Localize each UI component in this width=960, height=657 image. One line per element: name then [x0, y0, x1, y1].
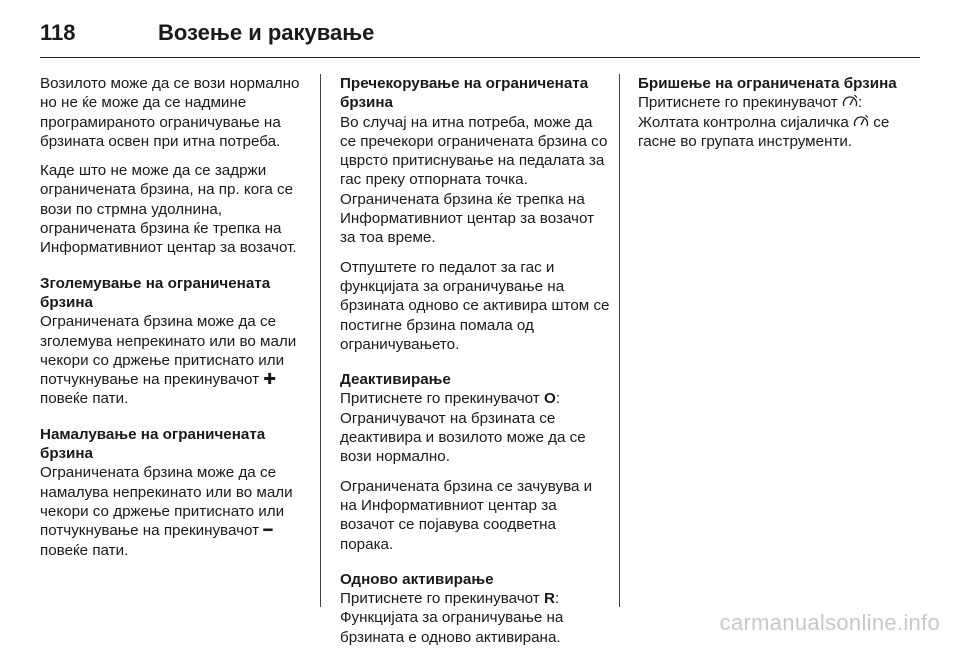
plus-icon: ✚	[263, 371, 276, 389]
delete-text-a: Притиснете го прекинувачот	[638, 94, 842, 112]
increase-text-a: Ограничената брзина може да се зголемува непрекинато или во мали чекори со држење притиснато или потчукнување на прекинувачот	[40, 313, 297, 389]
delete-heading: Бришење на ограничената брзина	[638, 75, 897, 92]
column-divider-1	[320, 74, 321, 607]
deactivate-text-b: : Ограничувачот на брзината се деактивира и возилото може да се вози нормално.	[340, 390, 586, 466]
increase-text-b: повеќе пати.	[40, 390, 129, 408]
column-3	[638, 74, 908, 161]
deactivate-heading: Деактивирање	[340, 371, 451, 389]
decrease-section	[40, 425, 310, 560]
exceed-section	[340, 74, 610, 248]
page-number: 118	[40, 20, 76, 45]
reactivate-text-b: : Функцијата за ограничување на брзината е одново активирана.	[340, 590, 564, 646]
column-2	[340, 74, 610, 657]
stored-limit-paragraph: Ограничената брзина се зачувува и на Информативниот центар за возачот се појавува соодветна порака.	[340, 477, 593, 553]
delete-text-c: се гасне во групата инструменти.	[638, 113, 890, 150]
release-paragraph: Отпуштете го педалот за гас и функцијата за ограничување на брзината одново се активира штом се постигне брзина помала од ограничувањето.	[340, 258, 610, 353]
delete-text-b: : Жолтата контролна сијаличка	[638, 94, 863, 131]
speed-limiter-icon	[853, 114, 869, 128]
resume-icon: R	[543, 590, 555, 608]
page-title: Возење и ракување	[158, 20, 375, 45]
watermark: carmanualsonline.info	[719, 610, 940, 635]
reactivate-heading: Одново активирање	[340, 570, 494, 588]
header-rule	[40, 57, 920, 58]
reactivate-text-a: Притиснете го прекинувачот	[340, 590, 544, 608]
decrease-text-b: повеќе пати.	[40, 541, 129, 559]
exceed-text: Во случај на итна потреба, може да се пречекори ограничената брзина со цврсто притиснување на педалата за гас преку отпорната точка. Ограничената брзина ќе трепка на Информативниот центар за возачот за тоа време.	[340, 113, 608, 247]
off-icon: O	[543, 390, 556, 408]
decrease-text-a: Ограничената брзина може да се намалува непрекинато или во мали чекори со држење притиснато или потчукнување на прекинувачот	[40, 464, 293, 540]
increase-heading: Зголемување на ограничената брзина	[40, 274, 271, 311]
increase-section	[40, 274, 310, 409]
page-header	[40, 14, 920, 58]
reactivate-section	[340, 570, 610, 647]
intro-paragraph: Возилото може да се вози нормално но не ќе може да се надмине програмираното ограничување на брзината освен при итна потреба.	[40, 75, 300, 150]
deactivate-section	[340, 370, 610, 466]
column-1	[40, 74, 310, 570]
minus-icon: ━	[263, 522, 273, 540]
exceed-heading: Пречекорување на ограничената брзина	[340, 75, 589, 112]
decrease-heading: Намалување на ограничената брзина	[40, 425, 266, 463]
limit-flash-paragraph: Каде што не може да се задржи ограничената брзина, на пр. кога се вози по стрмна удолнина, ограничената брзина ќе трепка на Информативниот центар за возачот.	[40, 162, 297, 257]
speed-limiter-icon	[842, 94, 858, 108]
delete-section	[638, 74, 908, 151]
column-divider-2	[619, 74, 620, 607]
deactivate-text-a: Притиснете го прекинувачот	[340, 390, 544, 408]
